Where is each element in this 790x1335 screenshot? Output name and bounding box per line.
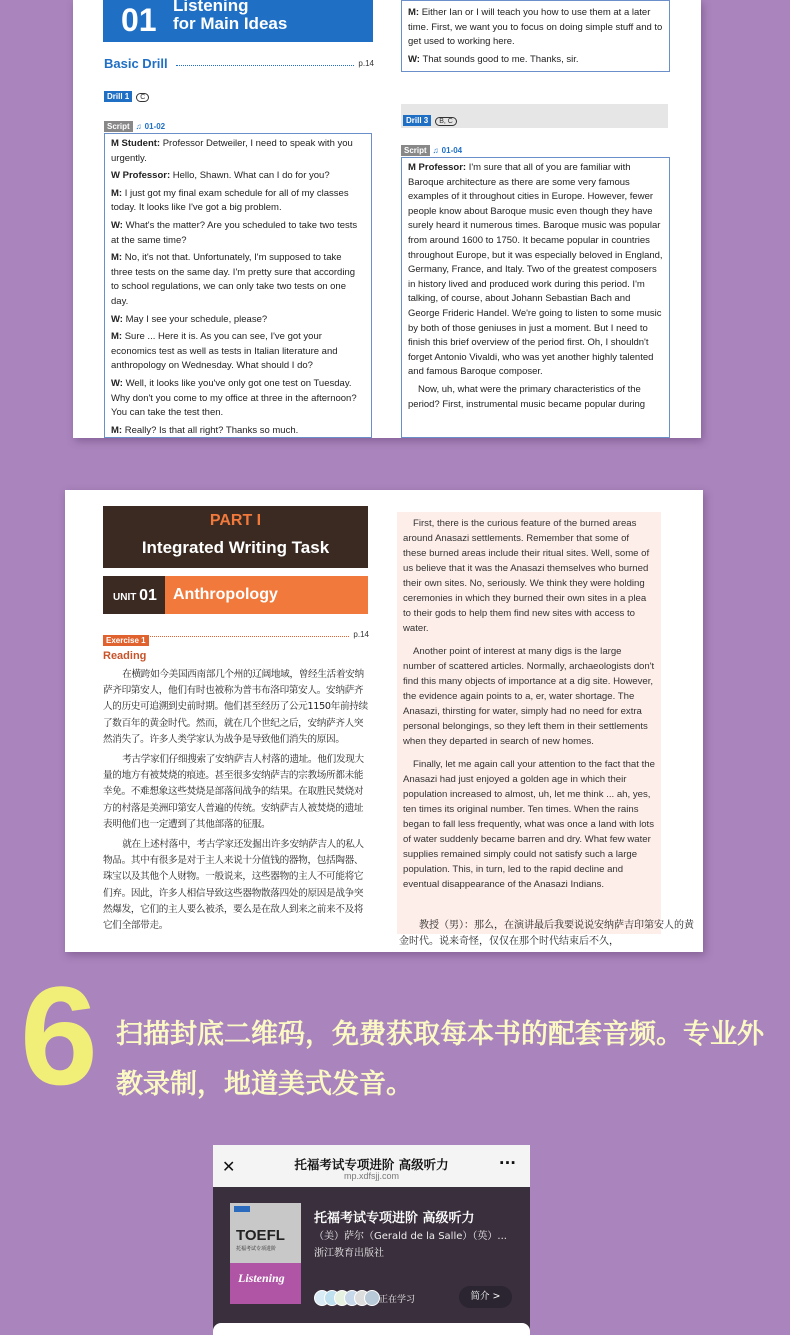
script-top-right-box — [401, 0, 670, 72]
script-line: W: May I see your schedule, please? — [111, 313, 268, 325]
part-title: Integrated Writing Task — [141, 538, 330, 557]
publisher-logo — [234, 1206, 250, 1212]
drill1-tag: Drill 1 — [104, 91, 132, 102]
phone-title: 托福考试专项进阶 高级听力 — [294, 1157, 449, 1172]
close-icon[interactable]: ✕ — [222, 1157, 236, 1176]
drill1-row — [104, 86, 149, 104]
step-description: 扫描封底二维码，免费获取每本书的配套音频。专业外教录制，地道美式发音。 — [116, 1019, 764, 1100]
script-line: M: Sure ... Here it is. As you can see, I've got your economics test as well as tests in Italian literature and anthropology on Wednesday. What should I do? — [111, 331, 338, 372]
book-publisher: 浙江教育出版社 — [314, 1248, 384, 1259]
script-line: M: Really? Is that all right? Thanks so much. — [111, 424, 299, 436]
script-line: M Professor: I'm sure that all of you are familiar with Baroque architecture as there are some very famous examples of it throughout cities in Europe. However, fewer people know about Baroque music even though they have surely heard it numerous times. Baroque music was popular from around 1600 to 1750. It became popular in countries throughout Europe, but it was especially beloved in England, Germany, France, and Italy. Two of the greatest composers in history lived and produced work during this period. I'm talking, of course, about Johann Sebastian Bach and George Frideric Handel. We're going to listen to some music by both of those geniuses in just a moment. But I need to finish this brief overview of the period first. Oh, I shouldn't forget Antonio Vivaldi, who was yet another highly talented and famous Baroque composer. — [408, 162, 663, 378]
section-page: p.14 — [358, 59, 374, 68]
phone-title-bar — [213, 1145, 530, 1187]
lecture-script — [403, 516, 655, 900]
intro-button[interactable]: 简介 > — [459, 1286, 512, 1308]
section-title: Basic Drill — [104, 56, 168, 71]
drill3-answer: B, C — [435, 117, 457, 126]
book-title: 托福考试专项进阶 高级听力 — [314, 1211, 475, 1226]
script1-tag: Script — [104, 121, 133, 132]
unit-banner — [103, 0, 373, 42]
exercise-header — [103, 630, 369, 648]
book-author: （美）萨尔（Gerald de la Salle）（英）... — [314, 1231, 507, 1242]
book-page-writing — [65, 490, 703, 952]
unit-title: Anthropology — [173, 586, 278, 603]
headphone-icon: ♫ — [432, 146, 439, 155]
book-page-listening — [73, 0, 701, 438]
lecture-translation: 教授（男）：那么，在演讲最后我要说说安纳萨吉印第安人的黄金时代。说来奇怪，仅仅在那个时代结束后不久， — [399, 920, 694, 947]
en-paragraph: First, there is the curious feature of the burned areas around Anasazi settlements. Remember that some of these burned areas include their ritual sites. Well, some of us believe that it was the Anasazi themselves who burned their own sites. No, seriously. We think they were holding ceremonies in which they burned their own sites in a plea to their gods to help them find new sites with access to water. — [403, 518, 650, 634]
script-line: W: That sounds good to me. Thanks, sir. — [408, 53, 579, 65]
script3-row — [401, 140, 462, 158]
cover-subtitle: 托福考试专项进阶 — [236, 1246, 277, 1252]
script-line: W: What's the matter? Are you scheduled to take two tests at the same time? — [111, 219, 358, 246]
script-line: M Student: Professor Detweiler, I need to speak with you urgently. — [111, 138, 353, 164]
unit-label: UNIT 01 — [113, 587, 157, 604]
bottom-sheet — [213, 1323, 530, 1335]
script3-tag: Script — [401, 145, 430, 156]
exercise-page: p.14 — [353, 630, 369, 639]
script-line: Now, uh, what were the primary characteristics of the period? First, instrumental music became popular during — [408, 383, 646, 410]
book-cover[interactable] — [230, 1203, 301, 1304]
script-line: M: No, it's not that. Unfortunately, I'm supposed to take three tests on the same day. I'm pretty sure that according to school regulations, we can only take two tests on one day. — [111, 252, 356, 307]
script3-audio: 01-04 — [441, 146, 463, 155]
script1-audio: 01-02 — [144, 122, 166, 131]
script-line: W Professor: Hello, Shawn. What can I do for you? — [111, 170, 330, 182]
phone-url: mp.xdfsjj.com — [343, 1171, 399, 1181]
script-line: W: Well, it looks like you've only got one test on Tuesday. Why don't you come to my office at three in the afternoon? You can take the test then. — [111, 377, 357, 419]
reading-translation — [103, 667, 369, 938]
script-line: M: I just got my final exam schedule for all of my classes today. It looks like I've got a big problem. — [111, 187, 349, 214]
cn-paragraph: 就在上述村落中，考古学家还发掘出许多安纳萨吉人的私人物品。其中有很多是对于主人来说十分值钱的器物，包括陶器、珠宝以及其他个人财物。一般说来，这些器物的主人不可能将它们弃。因此，许多人相信导致这些器物散落四处的原因是战争突然爆发，它们的主人要么被杀，要么是在敌人到来之前来不及将它们全部带走。 — [103, 839, 364, 932]
learning-label: 正在学习 — [379, 1295, 416, 1305]
learner-avatars — [314, 1290, 380, 1306]
reading-label: Reading — [103, 650, 147, 662]
more-icon[interactable]: ··· — [498, 1154, 516, 1172]
headphone-icon: ♫ — [135, 122, 142, 131]
en-paragraph: Finally, let me again call your attention to the fact that the Anasazi had just enjoyed a golden age in which their population increased to almost, uh, let me think ... ah, yes, ten times its original number. Ten times. When the rains began to fall less frequently, what was once a land with lots of water suddenly became barren and dry. What few water supplies remained simply could not satisfy such a large population. This, in turn, led to the rapid decline and eventual disappearance of the Anasazi Indians. — [403, 759, 655, 890]
section-header — [104, 56, 374, 71]
script1-box — [104, 133, 372, 438]
cn-paragraph: 在横跨如今美国西南部几个州的辽阔地域，曾经生活着安纳萨齐印第安人，他们有时也被称为普韦布洛印第安人。安纳萨齐人的历史可追溯到史前时期。他们甚至经历了公元1150年前持续了数百年的黄金时代。然而，就在几个世纪之后，安纳萨齐人突然消失了。许多人类学家认为战争是导致他们消失的原因。 — [103, 669, 368, 745]
drill3-tag: Drill 3 — [403, 115, 431, 126]
step-number: 6 — [20, 957, 98, 1114]
cover-title: TOEFL — [236, 1227, 285, 1244]
en-paragraph: Another point of interest at many digs is the large number of scattered articles. Normally, archaeologists don't find this many objects of importance at a dig site. However, the evidence again points to a, er, water shortage. The Anasazi, thirsting for water, simply had no need for extra personal belongings, so they left them in their settlements when they departed in search of new homes. — [403, 646, 655, 747]
script1-row — [104, 116, 165, 134]
script3-box — [401, 157, 670, 438]
cn-paragraph: 考古学家们仔细搜索了安纳萨吉人村落的遗址。他们发现大量的地方有被焚烧的痕迹。甚至很多安纳萨吉的宗教场所都未能幸免。不难想象这些焚烧是部落间战争的结果。在取胜民焚烧对方的村落是美洲印第安人普遍的传统。安纳萨吉人被焚烧的遗址表明他们也一定遭到了其他部落的征服。 — [103, 754, 364, 830]
unit-title-line2: for Main Ideas — [173, 14, 288, 33]
script-line: M: Either Ian or I will teach you how to use them at a later time. First, we want you to focus on doing simple stuff and to get used to working here. — [408, 7, 663, 48]
phone-screenshot — [213, 1145, 530, 1335]
part-label: PART I — [209, 512, 262, 529]
part-banner — [103, 506, 368, 568]
exercise-tag: Exercise 1 — [103, 635, 149, 646]
unit-banner — [103, 576, 368, 614]
drill3-row — [403, 110, 457, 128]
drill1-answer: C — [136, 93, 149, 102]
cover-word: Listening — [238, 1271, 285, 1285]
unit-number: 01 — [121, 2, 157, 38]
unit-title-line1: Listening — [173, 0, 249, 15]
